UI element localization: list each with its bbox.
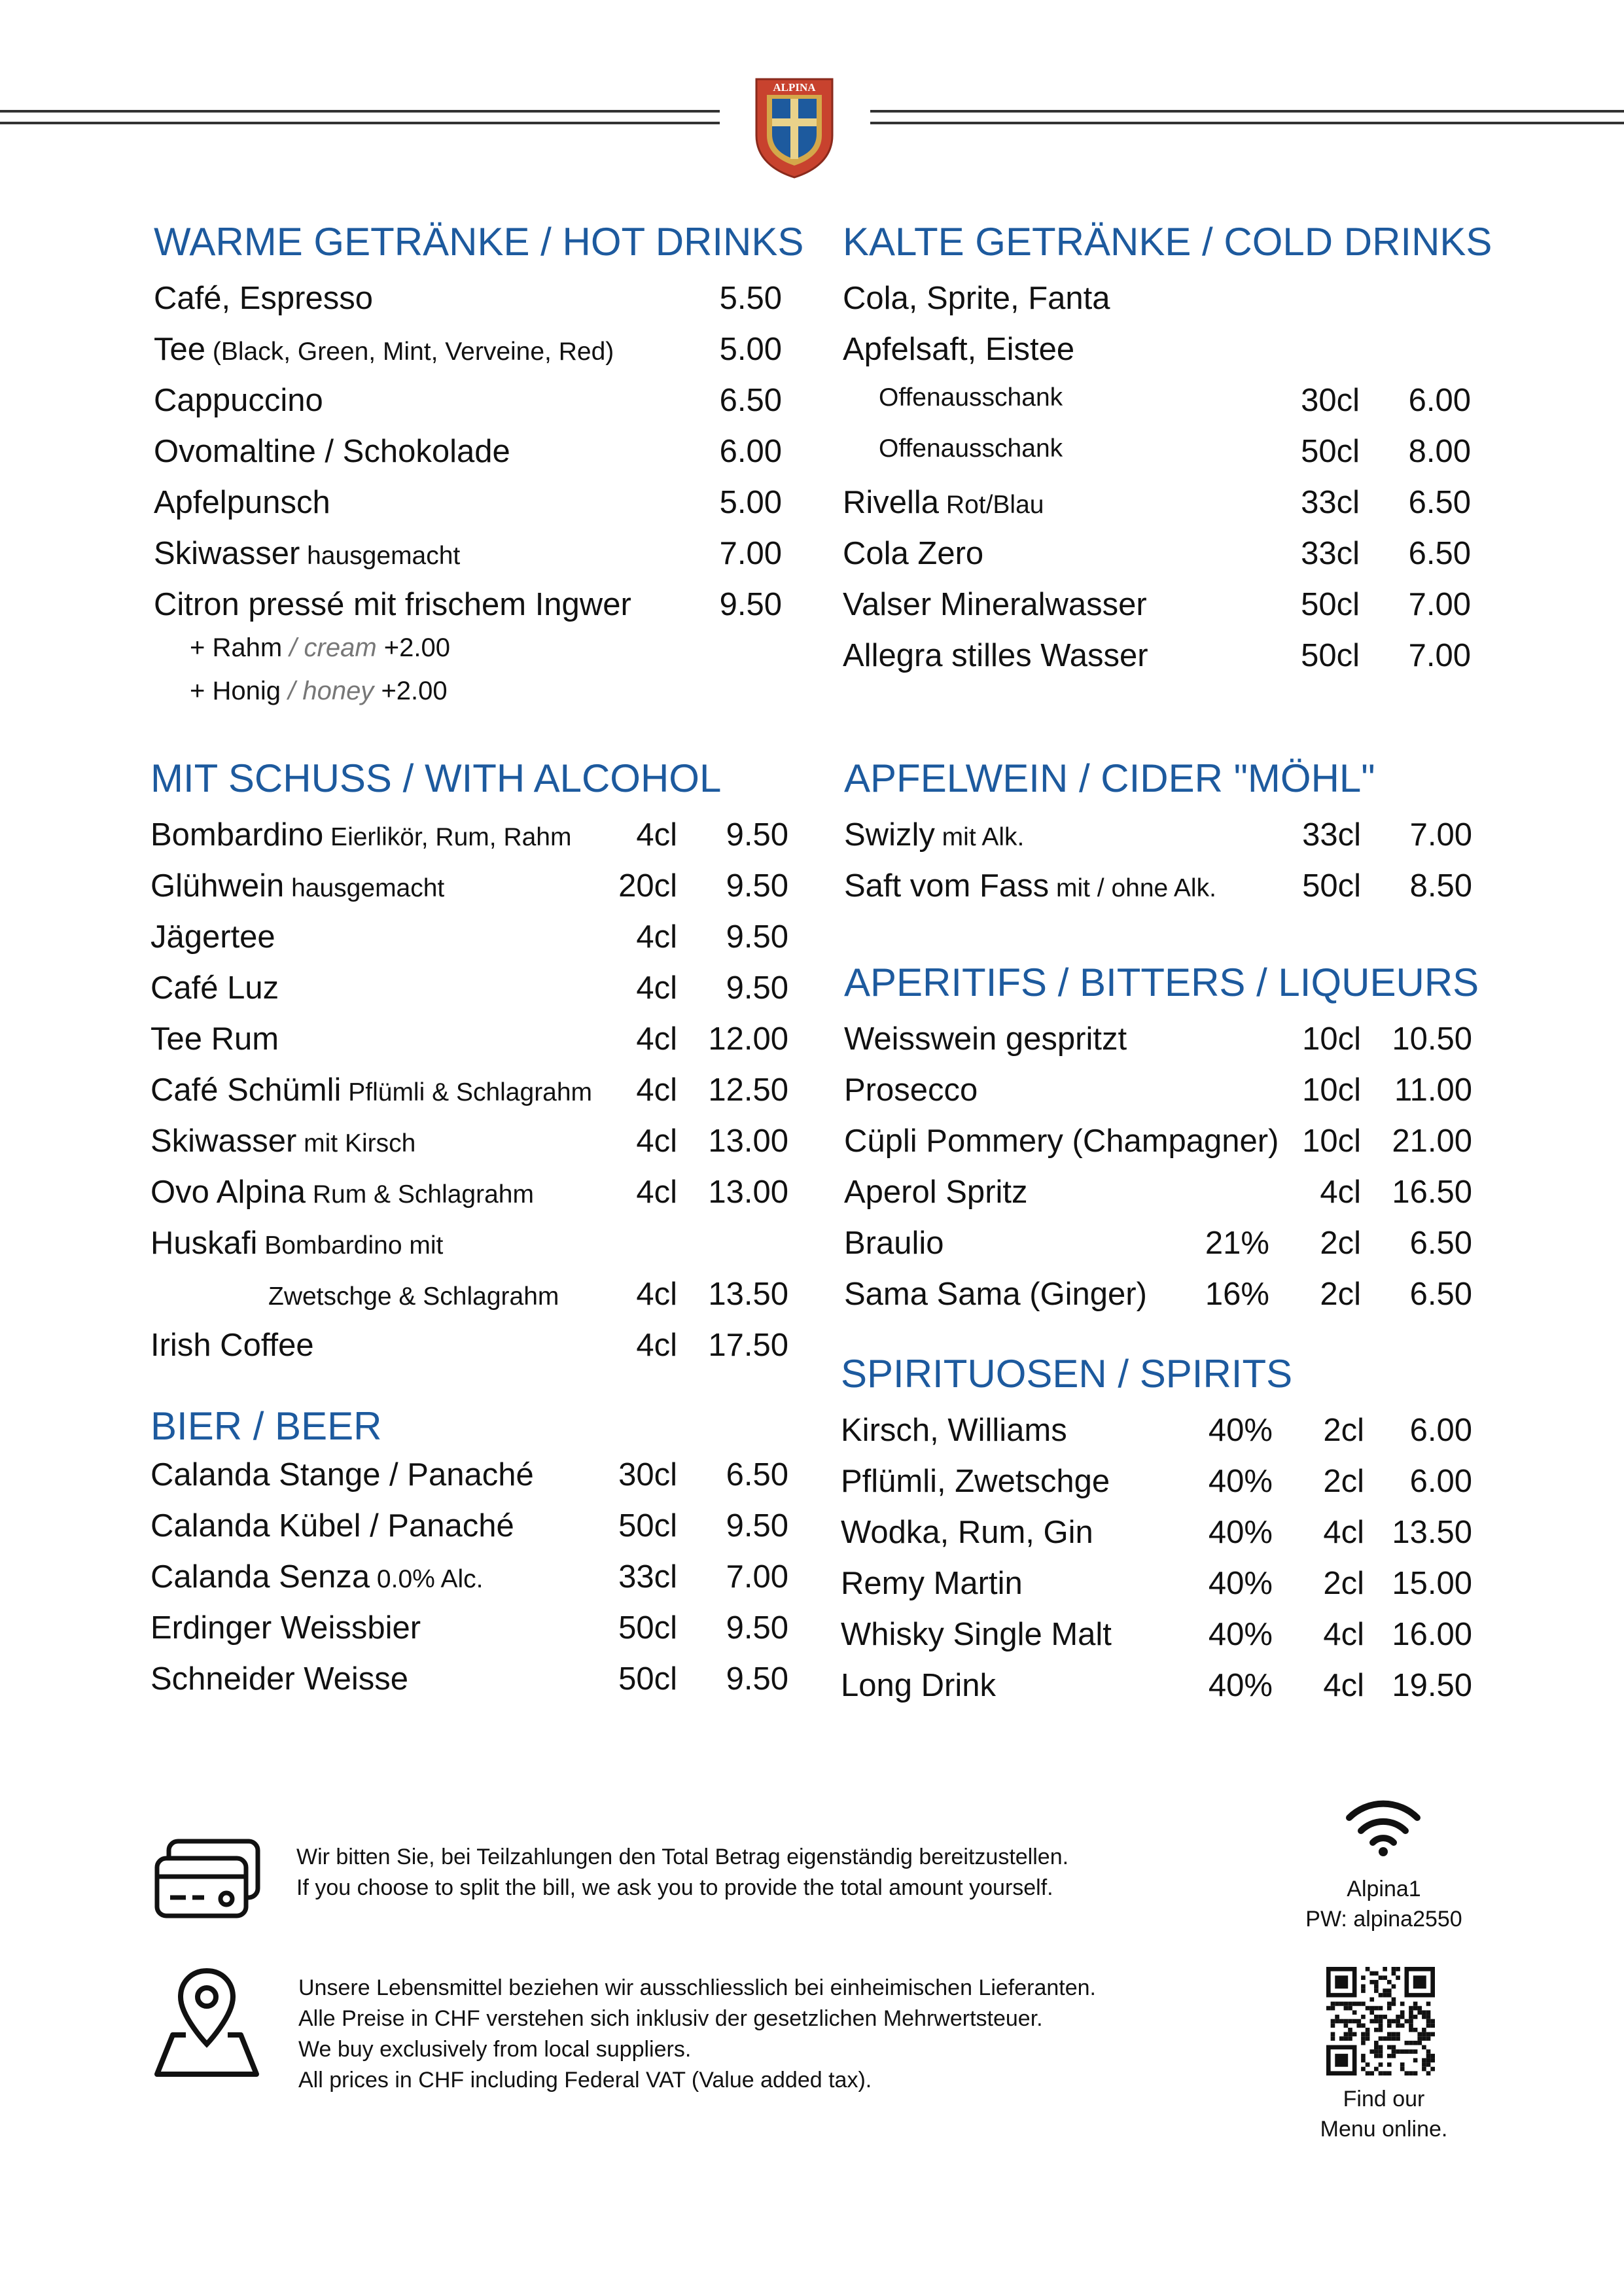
item-abv: 40% [1208,1668,1273,1703]
item-name-text: Valser Mineralwasser [843,587,1147,622]
item-name [841,1517,1093,1549]
item-volume: 2cl [1320,1226,1361,1261]
item-name [154,385,323,417]
header-divider-left [0,110,720,124]
item-name [150,1074,592,1106]
item-name-text: Remy Martin [841,1566,1023,1601]
menu-row [843,640,1471,686]
item-volume: 4cl [636,1021,677,1057]
item-volume: 50cl [1302,868,1361,904]
item-name [843,487,1044,519]
item-name-text: Long Drink [841,1668,996,1703]
with-alcohol-section [150,756,788,1374]
item-price: 13.00 [708,1123,788,1159]
item-price: 6.50 [726,1457,788,1492]
spirits-title: SPIRITUOSEN / SPIRITS [841,1352,1293,1396]
item-price: 7.00 [719,536,782,571]
menu-row [150,1176,788,1222]
menu-row [150,1330,788,1375]
item-name-text: Saft vom Fass [844,868,1050,904]
menu-row [844,870,1472,916]
item-description: hausgemacht [284,874,445,902]
item-name-text: Tee Rum [150,1021,279,1057]
item-name [150,1459,534,1491]
item-price: 7.00 [1409,817,1472,853]
item-description: mit Kirsch [296,1129,416,1157]
item-abv: 21% [1205,1226,1269,1261]
item-name-text: Prosecco [844,1072,978,1108]
item-volume: 2cl [1323,1464,1364,1499]
menu-row [843,487,1471,533]
wifi-credentials [1276,1874,1492,1934]
item-name [843,538,983,570]
extra-english: / cream [282,633,377,662]
menu-row [844,1176,1472,1222]
item-price: 5.50 [719,281,782,316]
item-name [844,819,1024,851]
menu-row [150,1510,788,1556]
supplier-line: All prices in CHF including Federal VAT (Value added tax). [298,2068,872,2093]
item-name [844,870,1216,902]
split-bill-line: If you choose to split the bill, we ask you to provide the total amount yourself. [296,1875,1053,1900]
item-volume: 4cl [636,1328,677,1363]
menu-row [843,538,1471,584]
item-name [844,1074,978,1106]
item-abv: 40% [1208,1464,1273,1499]
item-price: 16.00 [1392,1617,1472,1652]
item-price: 9.50 [719,587,782,622]
item-name [150,1663,408,1695]
item-name [844,1176,1028,1209]
item-price: 9.50 [726,1661,788,1697]
item-volume: 4cl [636,1277,677,1312]
item-volume: 33cl [1302,817,1361,853]
item-price: 7.00 [726,1559,788,1595]
item-price: 9.50 [726,970,788,1006]
item-name-text: Allegra stilles Wasser [843,638,1148,673]
item-name-text: Erdinger Weissbier [150,1610,421,1646]
alpina-crest-logo [752,75,836,180]
menu-row [843,589,1471,635]
item-name [150,1612,421,1644]
menu-row [844,1227,1472,1273]
item-name [150,1510,514,1542]
item-price: 21.00 [1392,1123,1472,1159]
item-abv: 16% [1205,1277,1269,1312]
item-volume: 4cl [636,1123,677,1159]
extra-row [154,635,782,680]
item-name-text: Sama Sama (Ginger) [844,1277,1147,1312]
item-volume: 33cl [618,1559,677,1595]
qr-code[interactable] [1326,1967,1435,2075]
item-price: 6.00 [1409,1464,1472,1499]
menu-row [150,819,788,865]
item-name-text: Bombardino [150,817,324,853]
beer-section [150,1404,788,1714]
cold-drinks-section [843,220,1492,680]
hot-drinks-section [154,220,804,720]
wifi-password: PW: alpina2550 [1305,1907,1462,1932]
item-name-text: Café, Espresso [154,281,373,316]
item-name [844,1125,1279,1157]
item-name [268,1279,559,1311]
item-volume: 33cl [1301,536,1360,571]
supplier-line: Unsere Lebensmittel beziehen wir ausschliesslich bei einheimischen Lieferanten. [298,1975,1097,2000]
item-name [843,283,1110,315]
item-volume: 20cl [618,868,677,904]
menu-row [154,334,782,380]
item-description: mit / ohne Alk. [1049,874,1216,902]
item-abv: 40% [1208,1413,1273,1448]
item-volume: 50cl [618,1508,677,1544]
item-price: 5.00 [719,485,782,520]
item-volume: 4cl [636,919,677,955]
item-price: 17.50 [708,1328,788,1363]
item-volume: 4cl [1323,1515,1364,1550]
aperitifs-title: APERITIFS / BITTERS / LIQUEURS [844,961,1479,1004]
item-price: 16.50 [1392,1174,1472,1210]
menu-row [154,283,782,328]
item-volume: 33cl [1301,485,1360,520]
item-volume: 4cl [1320,1174,1361,1210]
item-name-text: Wodka, Rum, Gin [841,1515,1093,1550]
item-name [150,819,571,851]
item-volume: 50cl [1301,434,1360,469]
with-alcohol-title: MIT SCHUSS / WITH ALCOHOL [150,756,722,800]
menu-row [150,1023,788,1069]
item-name-text: Huskafi [150,1226,258,1261]
item-name-text: Ovo Alpina [150,1174,306,1210]
item-volume: 2cl [1323,1566,1364,1601]
item-abv: 40% [1208,1566,1273,1601]
item-name-text: Weisswein gespritzt [844,1021,1127,1057]
item-price: 7.00 [1408,587,1471,622]
item-name [154,487,330,519]
item-volume: 4cl [636,970,677,1006]
item-name-text: Braulio [844,1226,944,1261]
item-name [844,1023,1127,1055]
item-price: 6.50 [1408,485,1471,520]
item-name [154,589,631,621]
item-name [841,1415,1067,1447]
item-volume: 50cl [1301,638,1360,673]
item-name-text: Irish Coffee [150,1328,314,1363]
item-name [150,1561,484,1593]
menu-row [150,1074,788,1120]
item-volume: 2cl [1323,1413,1364,1448]
extra-price: +2.00 [383,633,450,662]
item-name-text: Cola Zero [843,536,984,571]
hot-drinks-title: WARME GETRÄNKE / HOT DRINKS [154,220,804,264]
item-price: 9.50 [726,817,788,853]
item-name-text: Skiwasser [154,536,300,571]
beer-title: BIER / BEER [150,1404,382,1448]
menu-row [150,1561,788,1607]
menu-row [150,1227,788,1273]
item-name [150,1023,279,1055]
item-price: 6.50 [1408,536,1471,571]
menu-row [150,972,788,1018]
split-bill-line: Wir bitten Sie, bei Teilzahlungen den Total Betrag eigenständig bereitzustellen. [296,1845,1069,1869]
menu-row [843,283,1471,328]
item-name [841,1670,996,1702]
cider-title: APFELWEIN / CIDER "MÖHL" [844,756,1375,800]
item-name-text: Offenausschank [879,383,1063,412]
item-name-text: Rivella [843,485,940,520]
item-price: 13.50 [1392,1515,1472,1550]
item-name-text: Glühwein [150,868,285,904]
menu-row [844,1023,1472,1069]
item-name-text: Cappuccino [154,383,323,418]
menu-row [150,1663,788,1709]
extra-label: + Rahm [190,633,283,662]
menu-row [841,1517,1472,1563]
item-volume: 4cl [1323,1617,1364,1652]
item-volume: 30cl [618,1457,677,1492]
item-name [841,1568,1023,1600]
item-volume: 50cl [1301,587,1360,622]
item-name [844,1279,1147,1311]
item-description: hausgemacht [300,542,461,570]
item-name-text: Swizly [844,817,935,853]
supplier-line: Alle Preise in CHF verstehen sich inklusiv der gesetzlichen Mehrwertsteuer. [298,2006,1043,2031]
item-name-text: Café Luz [150,970,279,1006]
item-name [150,1227,443,1260]
item-price: 9.50 [726,868,788,904]
item-description: mit Alk. [934,823,1025,851]
item-volume: 10cl [1302,1123,1361,1159]
item-name [150,972,279,1004]
menu-row [844,1074,1472,1120]
menu-row [150,1279,788,1324]
menu-row [841,1568,1472,1614]
item-name-text: Café Schümli [150,1072,342,1108]
qr-caption-line: Menu online. [1320,2117,1448,2142]
menu-row [150,870,788,916]
item-price: 12.00 [708,1021,788,1057]
extra-english: / honey [280,677,374,705]
credit-card-icon [154,1839,262,1920]
item-name-text: Calanda Senza [150,1559,370,1595]
menu-row [841,1670,1472,1716]
menu-row [150,1612,788,1658]
cider-section [844,756,1472,923]
item-price: 12.50 [708,1072,788,1108]
item-description: Zwetschge & Schlagrahm [268,1282,559,1311]
item-name-text: Tee [154,332,206,367]
item-name [154,538,460,570]
item-name-text: Jägertee [150,919,275,955]
item-name-text: Cüpli Pommery (Champagner) [844,1123,1279,1159]
wifi-icon [1345,1798,1421,1857]
item-name [150,870,444,902]
item-description: Pflümli & Schlagrahm [341,1078,593,1106]
menu-row [841,1466,1472,1511]
item-price: 10.50 [1392,1021,1472,1057]
item-name [150,1125,415,1157]
menu-row [154,385,782,431]
item-name [841,1466,1110,1498]
aperitifs-section [844,961,1479,1312]
menu-row [150,1459,788,1505]
item-abv: 40% [1208,1617,1273,1652]
menu-row [154,538,782,584]
item-name-text: Pflümli, Zwetschge [841,1464,1110,1499]
item-price: 7.00 [1408,638,1471,673]
item-price: 6.50 [1409,1226,1472,1261]
item-price: 6.50 [1409,1277,1472,1312]
svg-text:ALPINA: ALPINA [773,81,816,94]
item-name-text: Ovomaltine / Schokolade [154,434,510,469]
item-price: 11.00 [1394,1072,1472,1108]
item-name-text: Calanda Kübel / Panaché [150,1508,514,1544]
item-name [154,334,614,366]
item-volume: 4cl [636,817,677,853]
item-abv: 40% [1208,1515,1273,1550]
item-price: 6.00 [719,434,782,469]
item-price: 9.50 [726,1610,788,1646]
extra-price: +2.00 [381,677,448,705]
item-name [843,334,1074,366]
menu-row [843,436,1471,482]
item-volume: 4cl [636,1072,677,1108]
item-name [154,283,373,315]
menu-row [154,487,782,533]
item-price: 9.50 [726,1508,788,1544]
supplier-notice [298,1973,1096,2096]
item-name [154,436,510,468]
item-price: 9.50 [726,919,788,955]
item-description: Rum & Schlagrahm [306,1180,534,1209]
extra-item [190,635,450,661]
item-name [841,1619,1112,1651]
item-price: 13.00 [708,1174,788,1210]
header-divider-right [870,110,1624,124]
item-price: 13.50 [708,1277,788,1312]
menu-row [844,1125,1472,1171]
menu-row [841,1415,1472,1460]
cold-drinks-title: KALTE GETRÄNKE / COLD DRINKS [843,220,1492,264]
spirits-section [841,1354,1472,1714]
item-description: 0.0% Alc. [370,1565,484,1593]
item-description: Eierlikör, Rum, Rahm [323,823,572,851]
item-description: Bombardino mit [257,1231,444,1260]
item-name [843,589,1147,621]
item-price: 6.50 [719,383,782,418]
item-volume: 2cl [1320,1277,1361,1312]
item-name [150,1330,314,1362]
item-volume: 4cl [636,1174,677,1210]
item-name-text: Whisky Single Malt [841,1617,1112,1652]
item-name [844,1227,944,1260]
item-name-text: Apfelpunsch [154,485,330,520]
item-price: 15.00 [1392,1566,1472,1601]
menu-row [843,334,1471,380]
menu-row [844,1279,1472,1324]
menu-row [150,1125,788,1171]
item-name-text: Citron pressé mit frischem Ingwer [154,587,631,622]
qr-caption [1276,2084,1492,2144]
wifi-network-name: Alpina1 [1347,1877,1421,1901]
item-name [879,385,1063,410]
item-description: Rot/Blau [939,491,1044,519]
supplier-line: We buy exclusively from local suppliers. [298,2037,692,2062]
menu-row [154,589,782,635]
item-volume: 10cl [1302,1072,1361,1108]
extra-row [154,678,782,724]
item-volume: 4cl [1323,1668,1364,1703]
item-volume: 50cl [618,1610,677,1646]
item-name-text: Aperol Spritz [844,1174,1028,1210]
split-bill-notice [296,1842,1068,1903]
item-name [843,640,1148,672]
item-volume: 50cl [618,1661,677,1697]
item-name [879,436,1063,461]
item-price: 8.00 [1408,434,1471,469]
menu-row [843,385,1471,431]
item-price: 8.50 [1409,868,1472,904]
item-name-text: Offenausschank [879,434,1063,463]
item-name-text: Calanda Stange / Panaché [150,1457,534,1492]
qr-caption-line: Find our [1343,2087,1425,2111]
menu-row [844,819,1472,865]
item-name-text: Schneider Weisse [150,1661,409,1697]
item-price: 19.50 [1392,1668,1472,1703]
item-name-text: Apfelsaft, Eistee [843,332,1075,367]
menu-row [841,1619,1472,1665]
item-name-text: Skiwasser [150,1123,297,1159]
item-price: 5.00 [719,332,782,367]
item-volume: 30cl [1301,383,1360,418]
menu-row [154,436,782,482]
item-name [150,921,275,953]
menu-row [150,921,788,967]
item-volume: 10cl [1302,1021,1361,1057]
item-price: 6.00 [1409,1413,1472,1448]
item-name-text: Kirsch, Williams [841,1413,1067,1448]
item-description: (Black, Green, Mint, Verveine, Red) [205,338,614,366]
extra-item [190,678,448,704]
item-name [150,1176,534,1209]
item-name-text: Cola, Sprite, Fanta [843,281,1110,316]
item-price: 6.00 [1408,383,1471,418]
extra-label: + Honig [190,677,281,705]
map-pin-icon [153,1963,260,2078]
